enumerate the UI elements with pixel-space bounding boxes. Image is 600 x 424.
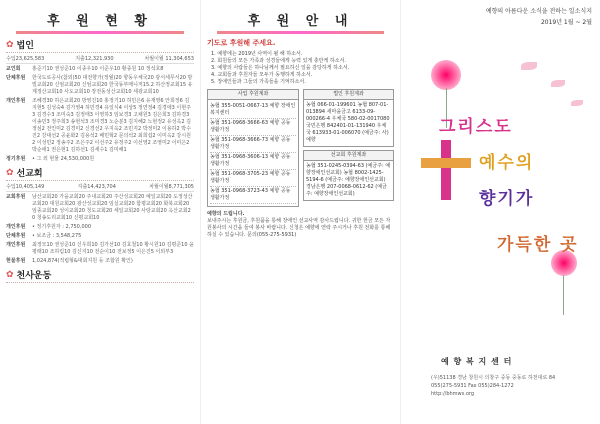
slogan-line-4: 가득한 곳 [497,235,579,255]
section-angel: ✿ 천사운동 [6,268,194,283]
business-accounts: 사업 후원계좌 농협 355-0051-0667-13 예향 장애인 복지센터 농협 351-0968-3666-63 예향 공동 생활가정 농협 351-0968-3666-73 예향 공동 생활가정 농협 351-0968-3606-13 예향 공동 생활가정 농협 351-0968-3705-23 예향 공동 생활가정 농협 351-0968-3723-43 예향 공동 생활가정 [207,89,299,207]
donor-group: 개인후원 조혜경30 하은교회20 방영진10 홍정기10 허민은6 유재영6 안희정6 김지현5 김성숙4 김가영4 허민경4 유일식4 이상5 정연정4 김경애3 이현주3 김경수3 조미숙3 김정태3 이영하3 임보경3 고채원3 김은희3 김하경3 이송민3 정주희3 송현석3 조미경3 노순분3 김지혜2 노현정2 유성옥2 김정심2 전인미2 김경미2 신경선2 우지옥2 조민지2 박정미2 이용하2 박수진2 강대선2 공윤화2 김용석2 배민혁2 문의석2 최희섭2 이미옥2 강시원2 이성민2 정송주2 조은주2 이선주2 유정주2 이선영2 조영미2 이미은2 박순애1 권은현1 김하선1 김세수1 김미해1 [6,98,191,153]
donor-group: 정기후원 • 그 외 현물 24,530,000원 [6,156,95,162]
section-mission: ✿ 선교회 [6,166,194,181]
org-address: (우)51138 경남 창원시 의창구 중동 중동로 하천대로 84 055)275-5931 Fax 055)284-1272 http://bhmws.org [431,375,556,397]
flower-icon [431,60,461,90]
donor-group: 개인후원 최정모10 권성준10 신우희10 김가선10 김효철10 황시원10 김평준10 윤평래10 조하림10 김신지10 전순이10 전보정5 이은진5 이외부3 [6,242,194,255]
slogan-line-1: 그리스도 [439,117,513,137]
mission-accounts: 선교회 후원계좌 농협 351-0245-0394-63 (예금주: 예향장애인선교회) 농협 8002-1425-5194-6 (예금주: 예향장애인선교회) 경남은행 207-0068-0612-62 (예금주: 예향장애인선교회) [303,150,394,201]
stem [563,275,564,315]
cover-header: 예향의 아름다운 소식을 전하는 일소식지 [485,8,592,15]
prayer-lead: 기도로 후원해 주세요. [207,39,276,47]
note: 예향의 드립니다. 보내주시는 후원금, 후원품을 통해 장애인 선교사역 감사드립니다. 귀한 헌금 모든 자원봉사의 시간을 들여 봉사 바랍니다. 신청은 예향에 연락 주시거나 후원 전화를 통해 하실 수 있습니다. 문의(055-275-5931) [207,211,391,238]
donor-group: 교인회 홍준기10 권성준10 이종우10 이준우10 황종원 10 정석호8 [6,66,164,72]
prayer-list: 1. 예향에는 2019년 사역이 될 해 하소서. 2. 회원들의 모든 가족과 성경들에게 능력 있게 충만케 하소서. 3. 예향의 사람들은 하나님께서 필요하신 일을 감당하게 하소서. 4. 교회들과 후원자들 모두가 동행하게 하소서. 5. 장애인들과 그들의 가족들을 기억하소서. [211,51,350,85]
panel-donation-status [0,0,200,424]
panel1-title: 후 원 현 황 [47,14,153,29]
cross-icon [421,140,471,200]
slogan-line-2: 예수의 [479,153,535,173]
petal [551,80,565,87]
panel-cover [400,0,600,424]
title-band [217,31,384,34]
flower-icon: ✿ [6,167,14,178]
summary-row: 수입10,405,149 지출14,423,704 차월이월8,771,305 [6,184,194,190]
petal [521,62,537,70]
flower-icon: ✿ [6,269,14,280]
slogan-line-3: 향기가 [479,189,535,209]
panel2-title: 후 원 안 내 [247,14,354,29]
petal [571,100,583,106]
donor-group: 단체후원 • 보조금 : 3,548,275 [6,233,82,239]
accounts [207,89,394,207]
donor-group: 개인후원 • 정기후원자 : 2,750,000 [6,224,91,230]
donor-group: 교회후원 남산교회20 가을교회20 주내교회20 주산성교회20 예일교회20 도정성산교회20 대원교회20 광산성교회20 임실교회20 함평교회20 화북교회20 임종교회20 성이교회20 청도교회20 세일교회20 사랑교회20 옥산교회20 청송도리교회10 신평교회10 [6,194,193,221]
section-corporation: ✿ 법인 [6,38,194,53]
panel-donation-guide [200,0,400,424]
flower-icon: ✿ [6,39,14,50]
issue-date: 2019년 1월 ~ 2월 [540,19,592,26]
donor-group: 현물후원 1,024,874(적립형&대회지원 등 조합원 확인) [6,258,133,264]
org-name: 예 향 복 지 센 터 [441,357,513,366]
summary-row: 수입23,625,583 지출12,321,930 차월이월 11,304,653 [6,56,194,62]
title-band [16,31,184,34]
donor-group: 단체후원 한국도로공사(참외)50 대전향가(정월)20 향동우체국20 광서세무서20 방빌교회20 신엄교회20 신엄교회20 한국동부매니저15.2 하산정교회15 유계정산교회10 사도교회10 장전동성산교회10 세광교회10 [6,75,193,95]
corporate-accounts: 법인 후원계좌 농협 066-01-199601 농협 807-01-013894 새마을금고 6133-09-000266-4 우체국 580-02-0017080 국민은행 842401-01-131940 우체국 613933-01-006070 (예금주: 사)예향 [303,89,394,147]
